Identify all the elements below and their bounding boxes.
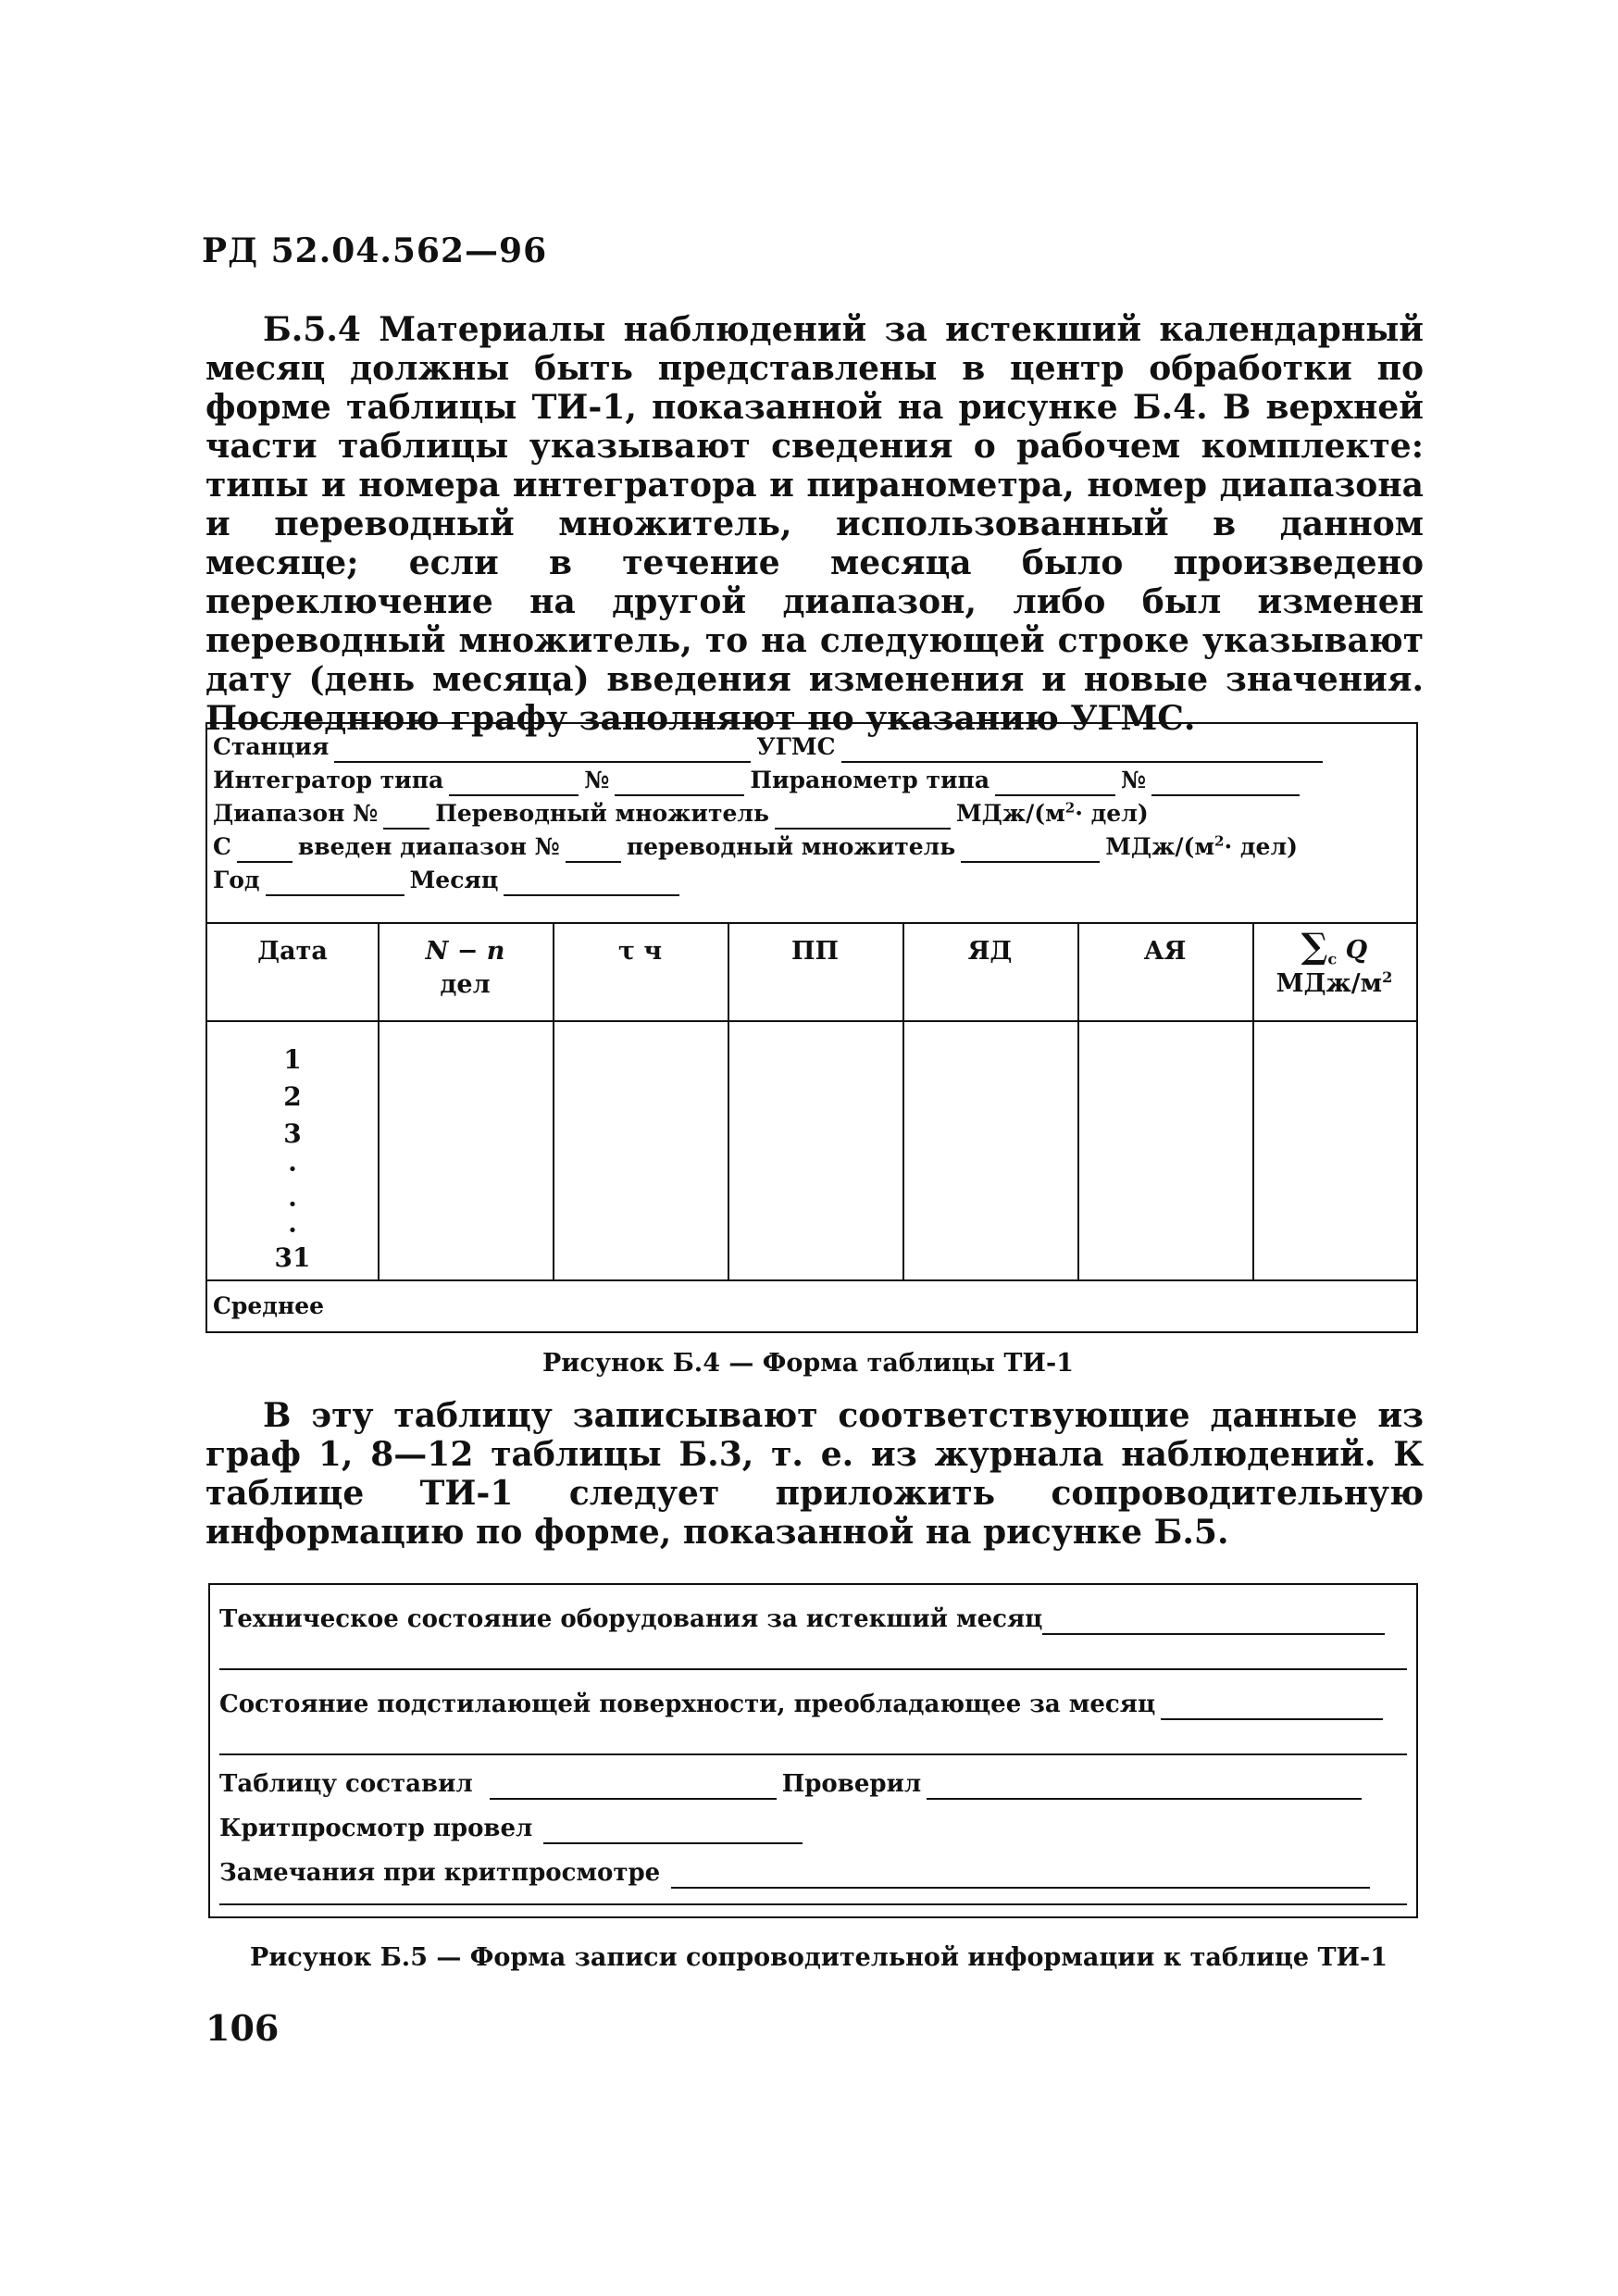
ugms-blank xyxy=(841,739,1323,763)
range-blank xyxy=(383,805,429,830)
station-line xyxy=(213,731,1328,763)
tech-state-label: Техническое состояние оборудования за истекший месяц xyxy=(219,1605,1043,1633)
caption-figure-b5: Рисунок Б.5 — Форма записи сопроводительной информации к таблице ТИ-1 xyxy=(250,1943,1388,1972)
tech-state-line xyxy=(219,1603,1390,1635)
document-code: РД 52.04.562—96 xyxy=(202,231,548,270)
remarks-line xyxy=(219,1857,1375,1889)
checked-label: Проверил xyxy=(781,1770,922,1798)
col-divider-4 xyxy=(902,922,904,1279)
surface-line xyxy=(219,1689,1388,1720)
critview-blank xyxy=(543,1820,803,1844)
pyranometer-number-label: № xyxy=(1121,767,1147,793)
integrator-number-blank xyxy=(615,772,744,796)
date-dot-1: · xyxy=(288,1154,297,1184)
form-accompanying-info xyxy=(208,1583,1418,1918)
unit2-power: 2 xyxy=(1214,832,1225,850)
range-label: Диапазон № xyxy=(213,800,379,827)
surface-label: Состояние подстилающей поверхности, преобладающее за месяц xyxy=(219,1691,1156,1718)
ugms-label: УГМС xyxy=(756,733,836,760)
multiplier2-label: переводный множитель xyxy=(626,833,956,860)
pyranometer-blank xyxy=(995,772,1115,796)
multiplier2-blank xyxy=(961,839,1100,863)
multiplier-label: Переводный множитель xyxy=(435,800,769,827)
unit1 xyxy=(956,798,1149,830)
col-n-minus-n-unit: дел xyxy=(440,970,491,999)
range-set-label: введен диапазон № xyxy=(297,833,560,860)
caption-figure-b4: Рисунок Б.4 — Форма таблицы ТИ-1 xyxy=(542,1349,1074,1378)
col-divider-3 xyxy=(728,922,729,1279)
month-label: Месяц xyxy=(409,867,499,893)
date-1: 1 xyxy=(283,1044,302,1075)
integrator-number-label: № xyxy=(584,767,610,793)
header-bottom-rule xyxy=(207,1020,1416,1022)
critview-line xyxy=(219,1813,808,1844)
header-top-rule xyxy=(207,922,1416,924)
year-line xyxy=(213,865,685,896)
date-dot-3: · xyxy=(288,1215,297,1245)
col-divider-5 xyxy=(1077,922,1079,1279)
form-ti1 xyxy=(205,722,1418,1333)
unit1-suffix: · дел) xyxy=(1075,800,1149,827)
sum-subscript: с xyxy=(1327,950,1338,968)
range-change-line xyxy=(213,831,1298,863)
col-sum-q-unit xyxy=(1252,967,1416,1001)
remarks-label: Замечания при критпросмотре xyxy=(219,1859,661,1887)
col-n-minus-n-title: N − n xyxy=(425,937,505,966)
tech-state-extra-rule xyxy=(219,1668,1407,1670)
average-rule xyxy=(207,1279,1416,1281)
station-label: Станция xyxy=(213,733,330,760)
paragraph-ti1-attach-text: В эту таблицу записывают соответствующие данные из граф 1, 8—12 таблицы Б.3, т. е. из журнала наблюдений. К таблице ТИ-1 следует приложить сопроводительную информацию по форме, показанной на рисунке Б.5. xyxy=(205,1396,1424,1552)
date-3: 3 xyxy=(283,1118,302,1149)
paragraph-ti1-attach xyxy=(205,1396,1424,1552)
station-blank xyxy=(334,739,751,763)
pyranometer-number-blank xyxy=(1151,772,1300,796)
pyranometer-label: Пиранометр типа xyxy=(750,767,990,793)
unit2-suffix: · дел) xyxy=(1224,833,1298,860)
year-label: Год xyxy=(213,867,260,893)
compiled-line xyxy=(219,1768,1367,1800)
col-sum-q-title xyxy=(1252,925,1416,968)
date-31: 31 xyxy=(274,1242,311,1273)
surface-extra-rule xyxy=(219,1753,1407,1755)
range-set-blank xyxy=(566,839,621,863)
sum-symbol: ∑ xyxy=(1301,925,1328,967)
year-blank xyxy=(266,872,404,896)
page-number: 106 xyxy=(205,2007,280,2049)
sum-q: Q xyxy=(1337,936,1368,965)
integrator-line xyxy=(213,765,1305,796)
remarks-extra-rule xyxy=(219,1903,1407,1905)
compiled-label: Таблицу составил xyxy=(219,1770,473,1798)
unit1-prefix: МДж/(м xyxy=(955,800,1065,827)
multiplier-blank xyxy=(775,805,951,830)
col-yad: ЯД xyxy=(967,937,1013,966)
col-divider-2 xyxy=(553,922,554,1279)
surface-blank xyxy=(1161,1696,1383,1720)
date-2: 2 xyxy=(283,1081,302,1112)
average-label: Среднее xyxy=(213,1292,325,1319)
date-dot-2: · xyxy=(288,1189,297,1219)
sum-unit-prefix: МДж/м xyxy=(1276,969,1383,998)
unit2 xyxy=(1105,831,1298,863)
integrator-label: Интегратор типа xyxy=(213,767,444,793)
col-n-minus-n xyxy=(378,935,553,1002)
unit2-prefix: МДж/(м xyxy=(1105,833,1215,860)
col-tau: τ ч xyxy=(617,937,663,966)
remarks-blank xyxy=(671,1865,1370,1889)
range-line xyxy=(213,798,1149,830)
month-blank xyxy=(504,872,679,896)
col-date: Дата xyxy=(257,937,328,966)
col-sum-q xyxy=(1252,925,1416,1001)
col-pp: ПП xyxy=(791,937,839,966)
paragraph-b54 xyxy=(205,310,1424,738)
compiled-blank xyxy=(490,1776,777,1800)
critview-label: Критпросмотр провел xyxy=(219,1815,533,1842)
from-blank xyxy=(237,839,292,863)
sum-unit-power: 2 xyxy=(1382,968,1393,986)
col-aya: АЯ xyxy=(1143,937,1187,966)
paragraph-b54-text: Б.5.4 Материалы наблюдений за истекший календарный месяц должны быть представлены в центр обработки по форме таблицы ТИ-1, показанной на рисунке Б.4. В верхней части таблицы указывают сведения о рабочем комплекте: типы и номера интегратора и пиранометра, номер диапазона и переводный множитель, использованный в данном месяце; если в течение месяца было произведено переключение на другой диапазон, либо был изменен переводный множитель, то на следующей строке указывают дату (день месяца) введения изменения и новые значения. Последнюю графу заполняют по указанию УГМС. xyxy=(205,310,1424,738)
from-label: С xyxy=(213,833,231,860)
integrator-blank xyxy=(449,772,579,796)
unit1-power: 2 xyxy=(1064,799,1076,817)
tech-state-blank xyxy=(1042,1611,1385,1635)
checked-blank xyxy=(927,1776,1362,1800)
